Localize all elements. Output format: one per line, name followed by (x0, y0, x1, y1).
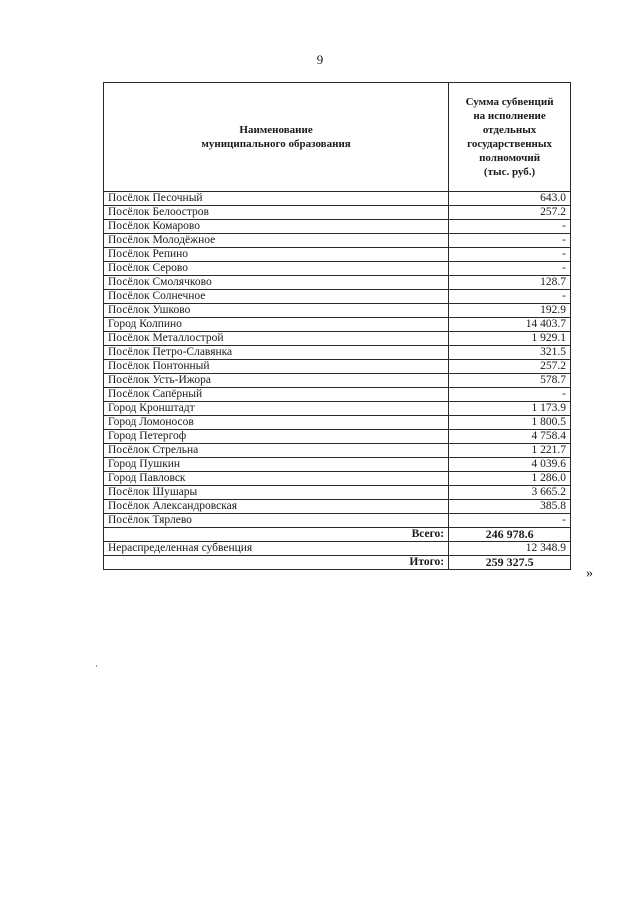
table-header-row (104, 83, 571, 192)
header-municipality-name (104, 83, 449, 192)
subtotal-value: 246 978.6 (449, 528, 571, 542)
subvention-value: 257.2 (449, 206, 571, 220)
table-row (104, 388, 571, 402)
municipality-name: Посёлок Усть-Ижора (104, 374, 449, 388)
table-row (104, 514, 571, 528)
municipality-name: Посёлок Серово (104, 262, 449, 276)
unallocated-row (104, 542, 571, 556)
subvention-value: 643.0 (449, 192, 571, 206)
unallocated-value: 12 348.9 (449, 542, 571, 556)
municipality-name: Город Пушкин (104, 458, 449, 472)
subvention-value: 385.8 (449, 500, 571, 514)
table-row (104, 430, 571, 444)
table-row (104, 374, 571, 388)
unallocated-label: Нераспределенная субвенция (104, 542, 449, 556)
subvention-value: 4 758.4 (449, 430, 571, 444)
subvention-value: 14 403.7 (449, 318, 571, 332)
table-row (104, 332, 571, 346)
municipality-name: Посёлок Комарово (104, 220, 449, 234)
municipality-name: Город Кронштадт (104, 402, 449, 416)
municipality-name: Посёлок Александровская (104, 500, 449, 514)
header-line: Наименование (239, 124, 313, 136)
municipality-name: Посёлок Ушково (104, 304, 449, 318)
table-row (104, 220, 571, 234)
subvention-value: - (449, 388, 571, 402)
table-row (104, 346, 571, 360)
table-row (104, 444, 571, 458)
subvention-value: 128.7 (449, 276, 571, 290)
subvention-value: 1 221.7 (449, 444, 571, 458)
table-row (104, 290, 571, 304)
municipality-name: Посёлок Смолячково (104, 276, 449, 290)
municipality-name: Город Колпино (104, 318, 449, 332)
municipality-name: Посёлок Шушары (104, 486, 449, 500)
table-row (104, 206, 571, 220)
header-line: на исполнение (473, 110, 546, 122)
table-row (104, 304, 571, 318)
table-row (104, 416, 571, 430)
municipality-name: Посёлок Сапёрный (104, 388, 449, 402)
table-body (104, 192, 571, 570)
table-row (104, 402, 571, 416)
municipality-name: Посёлок Песочный (104, 192, 449, 206)
subvention-value: 1 800.5 (449, 416, 571, 430)
municipality-name: Посёлок Металлострой (104, 332, 449, 346)
subvention-value: 578.7 (449, 374, 571, 388)
subvention-value: 257.2 (449, 360, 571, 374)
municipality-name: Посёлок Тярлево (104, 514, 449, 528)
subvention-value: 321.5 (449, 346, 571, 360)
subvention-value: 1 929.1 (449, 332, 571, 346)
table-row (104, 276, 571, 290)
table-row (104, 486, 571, 500)
subvention-value: 3 665.2 (449, 486, 571, 500)
total-row (104, 556, 571, 570)
subvention-value: - (449, 262, 571, 276)
subtotal-label: Всего: (104, 528, 449, 542)
municipality-name: Посёлок Белоостров (104, 206, 449, 220)
subvention-value: 1 173.9 (449, 402, 571, 416)
municipality-name: Город Ломоносов (104, 416, 449, 430)
header-line: (тыс. руб.) (483, 166, 536, 178)
table-row (104, 192, 571, 206)
subvention-value: - (449, 220, 571, 234)
subvention-value: 192.9 (449, 304, 571, 318)
subtotal-row (104, 528, 571, 542)
table-row (104, 234, 571, 248)
subvention-table (103, 82, 571, 570)
table-row (104, 262, 571, 276)
municipality-name: Посёлок Солнечное (104, 290, 449, 304)
municipality-name: Город Павловск (104, 472, 449, 486)
subvention-value: - (449, 290, 571, 304)
header-line: полномочий (479, 152, 541, 164)
total-value: 259 327.5 (449, 556, 571, 570)
subvention-value: - (449, 248, 571, 262)
header-line: отдельных (482, 124, 537, 136)
subvention-value: 1 286.0 (449, 472, 571, 486)
table-row (104, 360, 571, 374)
header-line: Сумма субвенций (465, 96, 554, 108)
closing-quote-mark: » (586, 566, 593, 581)
total-label: Итого: (104, 556, 449, 570)
header-line: государственных (467, 138, 552, 150)
municipality-name: Посёлок Петро-Славянка (104, 346, 449, 360)
municipality-name: Посёлок Понтонный (104, 360, 449, 374)
header-subvention-sum (449, 83, 571, 192)
table-row (104, 318, 571, 332)
subvention-value: 4 039.6 (449, 458, 571, 472)
subvention-value: - (449, 234, 571, 248)
subvention-value: - (449, 514, 571, 528)
scan-speck (96, 665, 97, 667)
municipality-name: Посёлок Молодёжное (104, 234, 449, 248)
page-number: 9 (316, 52, 324, 67)
table-row (104, 248, 571, 262)
table-row (104, 500, 571, 514)
header-line: муниципального образования (201, 138, 351, 150)
table-row (104, 458, 571, 472)
table-row (104, 472, 571, 486)
municipality-name: Посёлок Репино (104, 248, 449, 262)
municipality-name: Город Петергоф (104, 430, 449, 444)
municipality-name: Посёлок Стрельна (104, 444, 449, 458)
